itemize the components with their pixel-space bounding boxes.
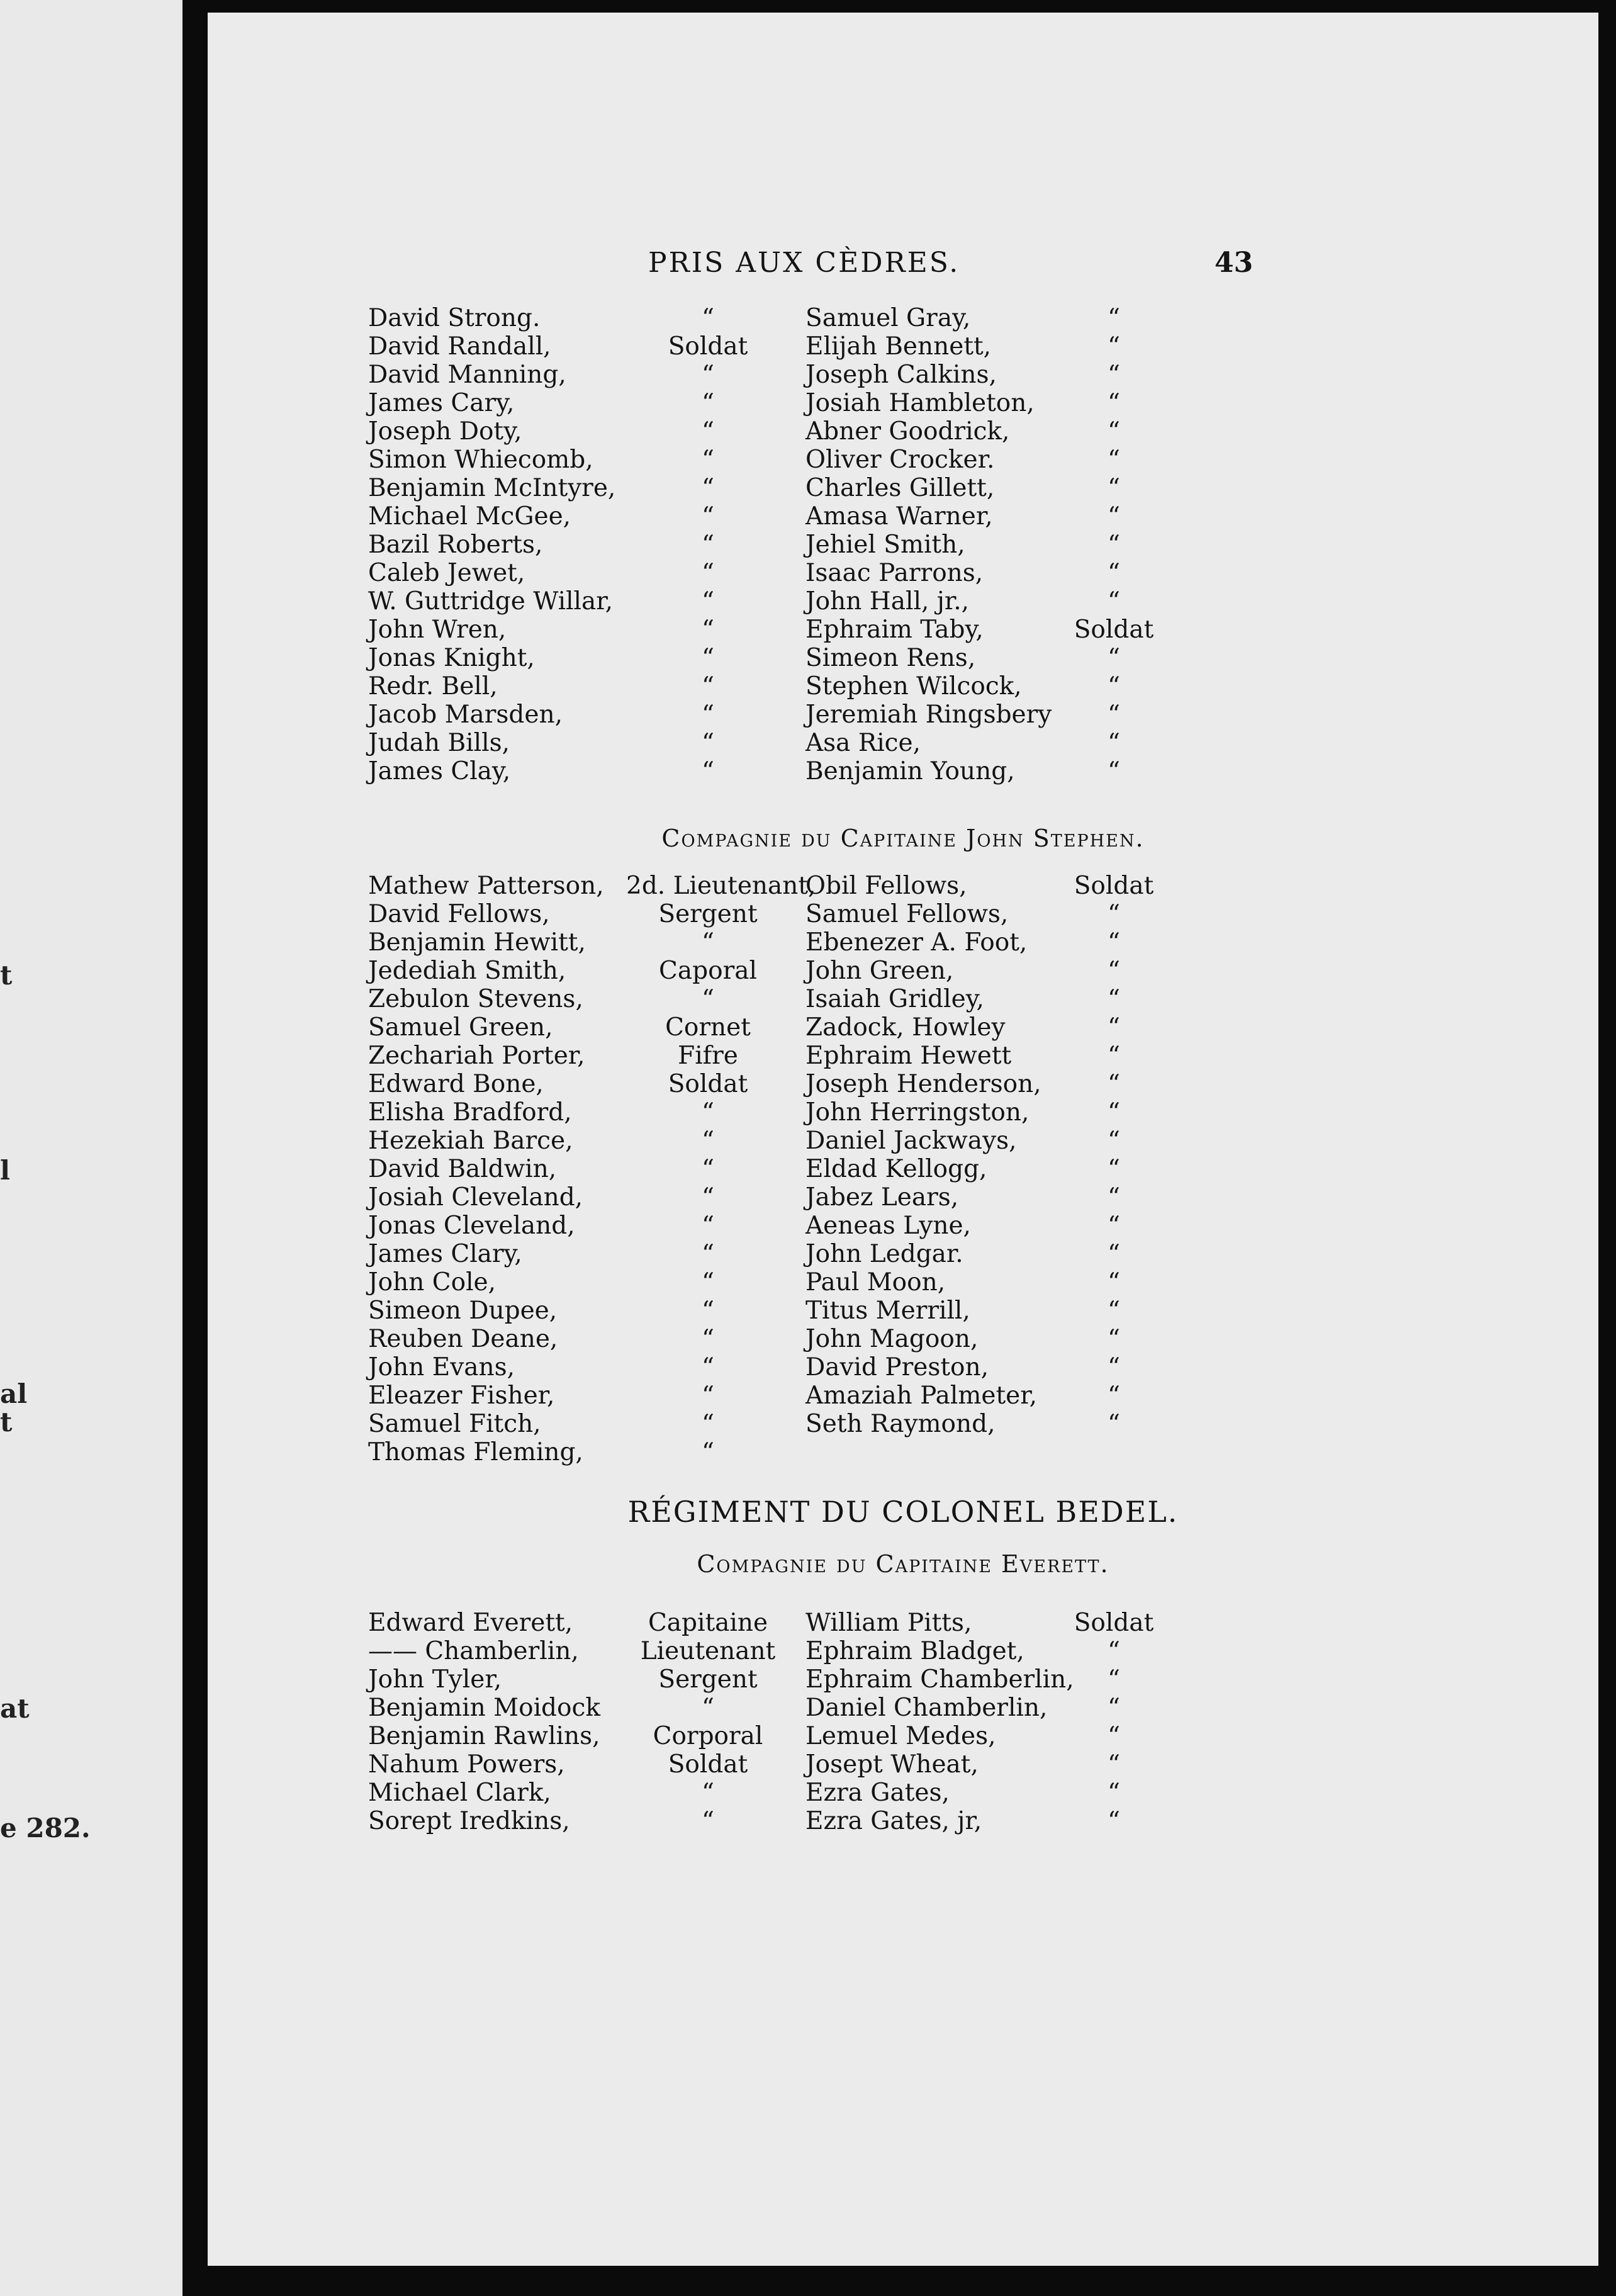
roster-name-right: Ephraim Taby, [805,616,984,644]
roster-row [208,1183,1598,1212]
roster-rank-left: Sergent [658,900,758,928]
roster-name-right: Josiah Hambleton, [805,389,1035,417]
left-page-edge [0,0,182,2296]
roster-rank-left: “ [702,1438,714,1466]
roster-rank-left: “ [702,985,714,1013]
roster-row [208,1779,1598,1807]
roster-rank-right: “ [1108,701,1120,729]
roster-rank-right: “ [1108,985,1120,1013]
roster-rank-left: “ [702,1268,714,1297]
roster-rank-left: Capitaine [648,1609,768,1637]
roster-name-left: Mathew Patterson, [368,872,604,900]
roster-rank-left: “ [702,304,714,332]
roster-row [208,701,1598,729]
left-fragment: at [0,1693,30,1724]
roster-name-right: Amasa Warner, [805,502,993,531]
roster-row [208,1240,1598,1268]
roster-row [208,389,1598,417]
roster-rank-left: “ [702,1212,714,1240]
roster-row [208,1609,1598,1637]
roster-name-left: Michael McGee, [368,502,571,531]
roster-name-left: Elisha Bradford, [368,1098,572,1127]
roster-name-left: Simeon Dupee, [368,1297,558,1325]
roster-row [208,1410,1598,1438]
roster-rank-left: “ [702,672,714,701]
roster-rank-left: Soldat [668,1070,748,1098]
roster-rank-left: Cornet [665,1013,751,1042]
roster-rank-left: “ [702,1240,714,1268]
roster-name-left: John Evans, [368,1353,515,1382]
roster-name-right: Zadock, Howley [805,1013,1006,1042]
roster-section-2 [208,872,1598,1466]
roster-rank-left: “ [702,417,714,446]
roster-row [208,900,1598,928]
roster-name-left: Josiah Cleveland, [368,1183,583,1212]
roster-row [208,957,1598,985]
roster-rank-right: “ [1108,1070,1120,1098]
roster-rank-left: “ [702,361,714,389]
roster-rank-right: “ [1108,1410,1120,1438]
roster-name-right: John Magoon, [805,1325,979,1353]
roster-name-right: Isaac Parrons, [805,559,984,587]
roster-name-left: Jacob Marsden, [368,701,563,729]
left-fragment: t [0,1407,13,1438]
roster-rank-left: Fifre [678,1042,738,1070]
roster-rank-right: “ [1108,587,1120,616]
roster-rank-left: “ [702,757,714,785]
roster-name-right: Joseph Henderson, [805,1070,1041,1098]
roster-row [208,757,1598,785]
regiment-heading-bedel: RÉGIMENT DU COLONEL BEDEL. [627,1495,1179,1529]
roster-row [208,872,1598,900]
roster-name-left: Edward Bone, [368,1070,544,1098]
roster-name-right: Seth Raymond, [805,1410,996,1438]
roster-row [208,1722,1598,1750]
roster-name-left: John Cole, [368,1268,497,1297]
roster-row [208,304,1598,332]
roster-rank-left: “ [702,446,714,474]
roster-rank-left: “ [702,559,714,587]
roster-rank-right: “ [1108,389,1120,417]
roster-row [208,1637,1598,1665]
roster-rank-right: “ [1108,1382,1120,1410]
roster-rank-right: “ [1108,332,1120,361]
page-number: 43 [1215,247,1254,279]
roster-rank-right: “ [1108,1807,1120,1835]
roster-rank-left: Caporal [659,957,757,985]
roster-name-left: James Clary, [368,1240,522,1268]
roster-name-right: Titus Merrill, [805,1297,970,1325]
running-title: PRIS AUX CÈDRES. [648,247,960,279]
roster-name-right: Daniel Jackways, [805,1127,1017,1155]
roster-name-left: Benjamin Moidock [368,1694,600,1722]
roster-name-right: Joseph Calkins, [805,361,997,389]
roster-row [208,1042,1598,1070]
roster-rank-left: Corporal [653,1722,763,1750]
roster-row [208,361,1598,389]
roster-row [208,1268,1598,1297]
roster-rank-right: “ [1108,1155,1120,1183]
roster-name-right: John Hall, jr., [805,587,969,616]
roster-name-left: John Wren, [368,616,507,644]
roster-rank-left: 2d. Lieutenant, [626,872,816,900]
roster-rank-right: “ [1108,1637,1120,1665]
roster-row [208,1070,1598,1098]
roster-name-right: Samuel Gray, [805,304,971,332]
roster-rank-right: “ [1108,304,1120,332]
roster-name-left: Benjamin Hewitt, [368,928,586,957]
roster-name-left: Thomas Fleming, [368,1438,583,1466]
roster-row [208,729,1598,757]
roster-name-right: Ephraim Chamberlin, [805,1665,1074,1694]
roster-rank-right: “ [1108,957,1120,985]
roster-rank-right: “ [1108,928,1120,957]
roster-rank-left: “ [702,1353,714,1382]
roster-rank-right: “ [1108,559,1120,587]
roster-rank-right: “ [1108,757,1120,785]
roster-name-right: Daniel Chamberlin, [805,1694,1048,1722]
roster-rank-right: “ [1108,474,1120,502]
roster-rank-right: Soldat [1074,1609,1154,1637]
roster-rank-right: “ [1108,1240,1120,1268]
roster-name-left: Jonas Knight, [368,644,535,672]
roster-row [208,1438,1598,1466]
roster-name-left: Jedediah Smith, [368,957,566,985]
roster-name-right: Elijah Bennett, [805,332,992,361]
roster-name-left: David Fellows, [368,900,550,928]
roster-section-1 [208,304,1598,785]
roster-name-left: Joseph Doty, [368,417,522,446]
roster-name-right: Jabez Lears, [805,1183,959,1212]
roster-row [208,1807,1598,1835]
roster-row [208,587,1598,616]
roster-name-right: Simeon Rens, [805,644,976,672]
roster-name-left: Benjamin Rawlins, [368,1722,600,1750]
roster-name-right: Ebenezer A. Foot, [805,928,1028,957]
roster-name-right: Samuel Fellows, [805,900,1009,928]
roster-name-right: Charles Gillett, [805,474,995,502]
roster-name-right: Stephen Wilcock, [805,672,1022,701]
roster-rank-right: “ [1108,502,1120,531]
roster-rank-left: Soldat [668,332,748,361]
roster-rank-left: “ [702,1155,714,1183]
roster-name-left: Judah Bills, [368,729,510,757]
roster-rank-right: “ [1108,1665,1120,1694]
roster-name-left: Zechariah Porter, [368,1042,585,1070]
roster-rank-left: “ [702,1127,714,1155]
roster-rank-right: “ [1108,1042,1120,1070]
roster-rank-right: “ [1108,1722,1120,1750]
roster-rank-left: “ [702,1325,714,1353]
roster-name-left: Hezekiah Barce, [368,1127,573,1155]
roster-row [208,1013,1598,1042]
roster-rank-right: “ [1108,1297,1120,1325]
roster-rank-left: “ [702,928,714,957]
roster-name-left: Zebulon Stevens, [368,985,583,1013]
roster-rank-right: “ [1108,900,1120,928]
roster-rank-left: “ [702,616,714,644]
roster-rank-right: “ [1108,1127,1120,1155]
roster-name-left: Samuel Green, [368,1013,553,1042]
roster-name-left: Samuel Fitch, [368,1410,541,1438]
roster-row [208,474,1598,502]
roster-rank-left: Sergent [658,1665,758,1694]
roster-row [208,1382,1598,1410]
company-heading-everett: Compagnie du Capitaine Everett. [697,1550,1109,1578]
roster-name-right: Jehiel Smith, [805,531,965,559]
roster-rank-right: “ [1108,417,1120,446]
left-fragment: t [0,960,13,991]
roster-name-right: William Pitts, [805,1609,972,1637]
roster-name-left: Redr. Bell, [368,672,498,701]
roster-name-right: Eldad Kellogg, [805,1155,987,1183]
roster-name-left: David Baldwin, [368,1155,557,1183]
roster-rank-left: “ [702,1183,714,1212]
roster-row [208,1155,1598,1183]
roster-rank-right: “ [1108,729,1120,757]
roster-row [208,417,1598,446]
roster-name-left: John Tyler, [368,1665,502,1694]
roster-name-right: Aeneas Lyne, [805,1212,971,1240]
roster-name-right: Lemuel Medes, [805,1722,996,1750]
roster-rank-left: “ [702,729,714,757]
roster-rank-left: “ [702,1382,714,1410]
roster-row [208,1127,1598,1155]
roster-rank-left: “ [702,1807,714,1835]
roster-rank-right: “ [1108,531,1120,559]
roster-name-right: John Green, [805,957,954,985]
roster-name-left: Sorept Iredkins, [368,1807,570,1835]
roster-row [208,616,1598,644]
roster-name-right: Josept Wheat, [805,1750,979,1779]
roster-name-right: Benjamin Young, [805,757,1015,785]
roster-name-left: Bazil Roberts, [368,531,543,559]
roster-rank-right: “ [1108,1325,1120,1353]
roster-rank-left: “ [702,1694,714,1722]
roster-name-left: Nahum Powers, [368,1750,565,1779]
roster-row [208,559,1598,587]
roster-name-left: David Strong. [368,304,541,332]
roster-row [208,1212,1598,1240]
roster-rank-right: “ [1108,1183,1120,1212]
roster-rank-left: “ [702,474,714,502]
roster-name-left: Eleazer Fisher, [368,1382,555,1410]
roster-rank-left: “ [702,531,714,559]
roster-name-left: Jonas Cleveland, [368,1212,575,1240]
roster-name-left: Benjamin McIntyre, [368,474,616,502]
roster-name-left: James Clay, [368,757,511,785]
roster-rank-left: “ [702,1410,714,1438]
roster-row [208,446,1598,474]
roster-rank-right: “ [1108,1779,1120,1807]
roster-rank-right: “ [1108,361,1120,389]
roster-rank-left: “ [702,1779,714,1807]
roster-name-left: Simon Whiecomb, [368,446,593,474]
roster-rank-right: “ [1108,644,1120,672]
roster-name-left: Reuben Deane, [368,1325,558,1353]
roster-row [208,1098,1598,1127]
roster-rank-right: “ [1108,1694,1120,1722]
roster-name-left: Edward Everett, [368,1609,573,1637]
roster-rank-left: “ [702,1297,714,1325]
roster-rank-left: “ [702,502,714,531]
roster-name-right: Abner Goodrick, [805,417,1010,446]
roster-row [208,1665,1598,1694]
roster-row [208,672,1598,701]
roster-rank-right: “ [1108,1212,1120,1240]
roster-row [208,1750,1598,1779]
roster-rank-left: “ [702,644,714,672]
roster-row [208,985,1598,1013]
roster-name-right: Ephraim Bladget, [805,1637,1024,1665]
roster-row [208,1297,1598,1325]
roster-rank-right: “ [1108,1268,1120,1297]
roster-name-right: Ephraim Hewett [805,1042,1012,1070]
roster-name-left: David Manning, [368,361,566,389]
roster-rank-left: Soldat [668,1750,748,1779]
roster-name-right: Isaiah Gridley, [805,985,984,1013]
roster-rank-left: Lieutenant [640,1637,776,1665]
roster-name-left: James Cary, [368,389,515,417]
roster-name-right: David Preston, [805,1353,989,1382]
roster-row [208,502,1598,531]
roster-name-right: Ezra Gates, [805,1779,950,1807]
roster-name-right: John Ledgar. [805,1240,963,1268]
roster-row [208,1325,1598,1353]
roster-rank-right: Soldat [1074,616,1154,644]
roster-row [208,1353,1598,1382]
roster-name-right: Jeremiah Ringsbery [805,701,1052,729]
roster-name-left: —— Chamberlin, [368,1637,579,1665]
roster-rank-left: “ [702,389,714,417]
left-fragment: al [0,1378,28,1409]
roster-rank-right: “ [1108,446,1120,474]
roster-section-3 [208,1609,1598,1835]
roster-row [208,928,1598,957]
book-page [208,13,1598,2266]
roster-name-left: Michael Clark, [368,1779,551,1807]
roster-name-right: John Herringston, [805,1098,1030,1127]
roster-row [208,1694,1598,1722]
roster-name-right: Asa Rice, [805,729,921,757]
roster-name-left: W. Guttridge Willar, [368,587,614,616]
roster-rank-right: “ [1108,1013,1120,1042]
roster-rank-right: “ [1108,672,1120,701]
roster-rank-right: “ [1108,1098,1120,1127]
roster-name-right: Oliver Crocker. [805,446,995,474]
left-fragment: e 282. [0,1813,91,1843]
roster-name-left: David Randall, [368,332,551,361]
roster-name-right: Amaziah Palmeter, [805,1382,1037,1410]
roster-rank-left: “ [702,587,714,616]
roster-name-right: Paul Moon, [805,1268,946,1297]
roster-row [208,644,1598,672]
roster-rank-right: Soldat [1074,872,1154,900]
roster-name-right: Obil Fellows, [805,872,967,900]
roster-name-left: Caleb Jewet, [368,559,525,587]
roster-rank-left: “ [702,1098,714,1127]
roster-rank-right: “ [1108,1353,1120,1382]
left-fragment: l [0,1155,10,1186]
roster-rank-left: “ [702,701,714,729]
roster-row [208,531,1598,559]
roster-name-right: Ezra Gates, jr, [805,1807,982,1835]
company-heading-stephen: Compagnie du Capitaine John Stephen. [661,824,1145,852]
roster-row [208,332,1598,361]
roster-rank-right: “ [1108,1750,1120,1779]
